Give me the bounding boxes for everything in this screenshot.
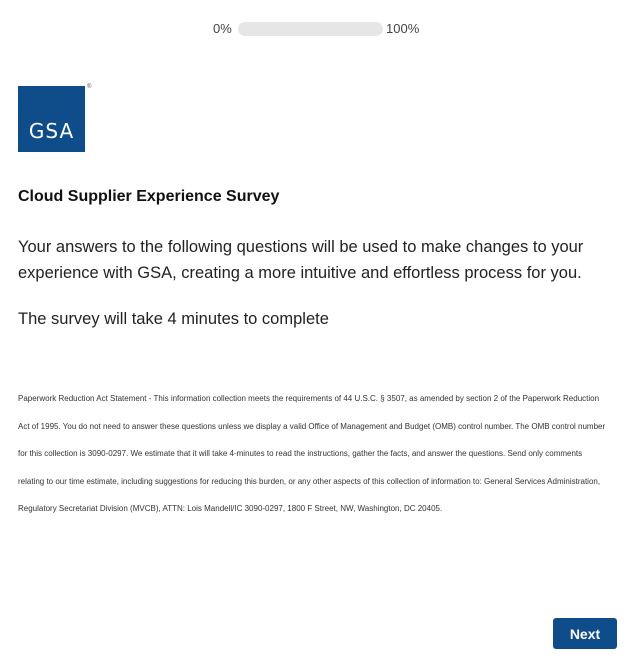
paperwork-reduction-statement: Paperwork Reduction Act Statement - This information collection meets the requirements of 44 U.S.C. § 3507, as amended by section 2 of the Paperwork Reduction Act of 1995. You do not need to answer these questions unless we display a valid Office of Management and Budget (OMB) control number. The OMB control number for this collection is 3090-0297. We estimate that it will take 4-minutes to read the instructions, gather the facts, and answer the questions. Send only comments relating to our time estimate, including suggestions for reducing this burden, or any other aspects of this collection of information to: General Services Administration, Regulatory Secretariat Division (MVCB), ATTN: Lois Mandell/IC 3090-0297, 1800 F Street, NW, Washington, DC 20405. bbox=[18, 394, 606, 513]
survey-duration: The survey will take 4 minutes to complete bbox=[18, 310, 329, 328]
next-button[interactable]: Next bbox=[553, 618, 617, 649]
progress-track bbox=[238, 22, 383, 36]
survey-title: Cloud Supplier Experience Survey bbox=[18, 188, 280, 205]
survey-intro: Your answers to the following questions will be used to make changes to your experience with GSA, creating a more intuitive and effortless process for you. bbox=[18, 238, 584, 282]
gsa-logo bbox=[18, 86, 85, 152]
progress-bar-container bbox=[0, 20, 639, 38]
progress-start-label: 0% bbox=[213, 21, 232, 36]
registered-mark-icon: ® bbox=[87, 84, 92, 90]
progress-end-label: 100% bbox=[386, 21, 420, 36]
gsa-logo-text: GSA bbox=[28, 119, 75, 143]
